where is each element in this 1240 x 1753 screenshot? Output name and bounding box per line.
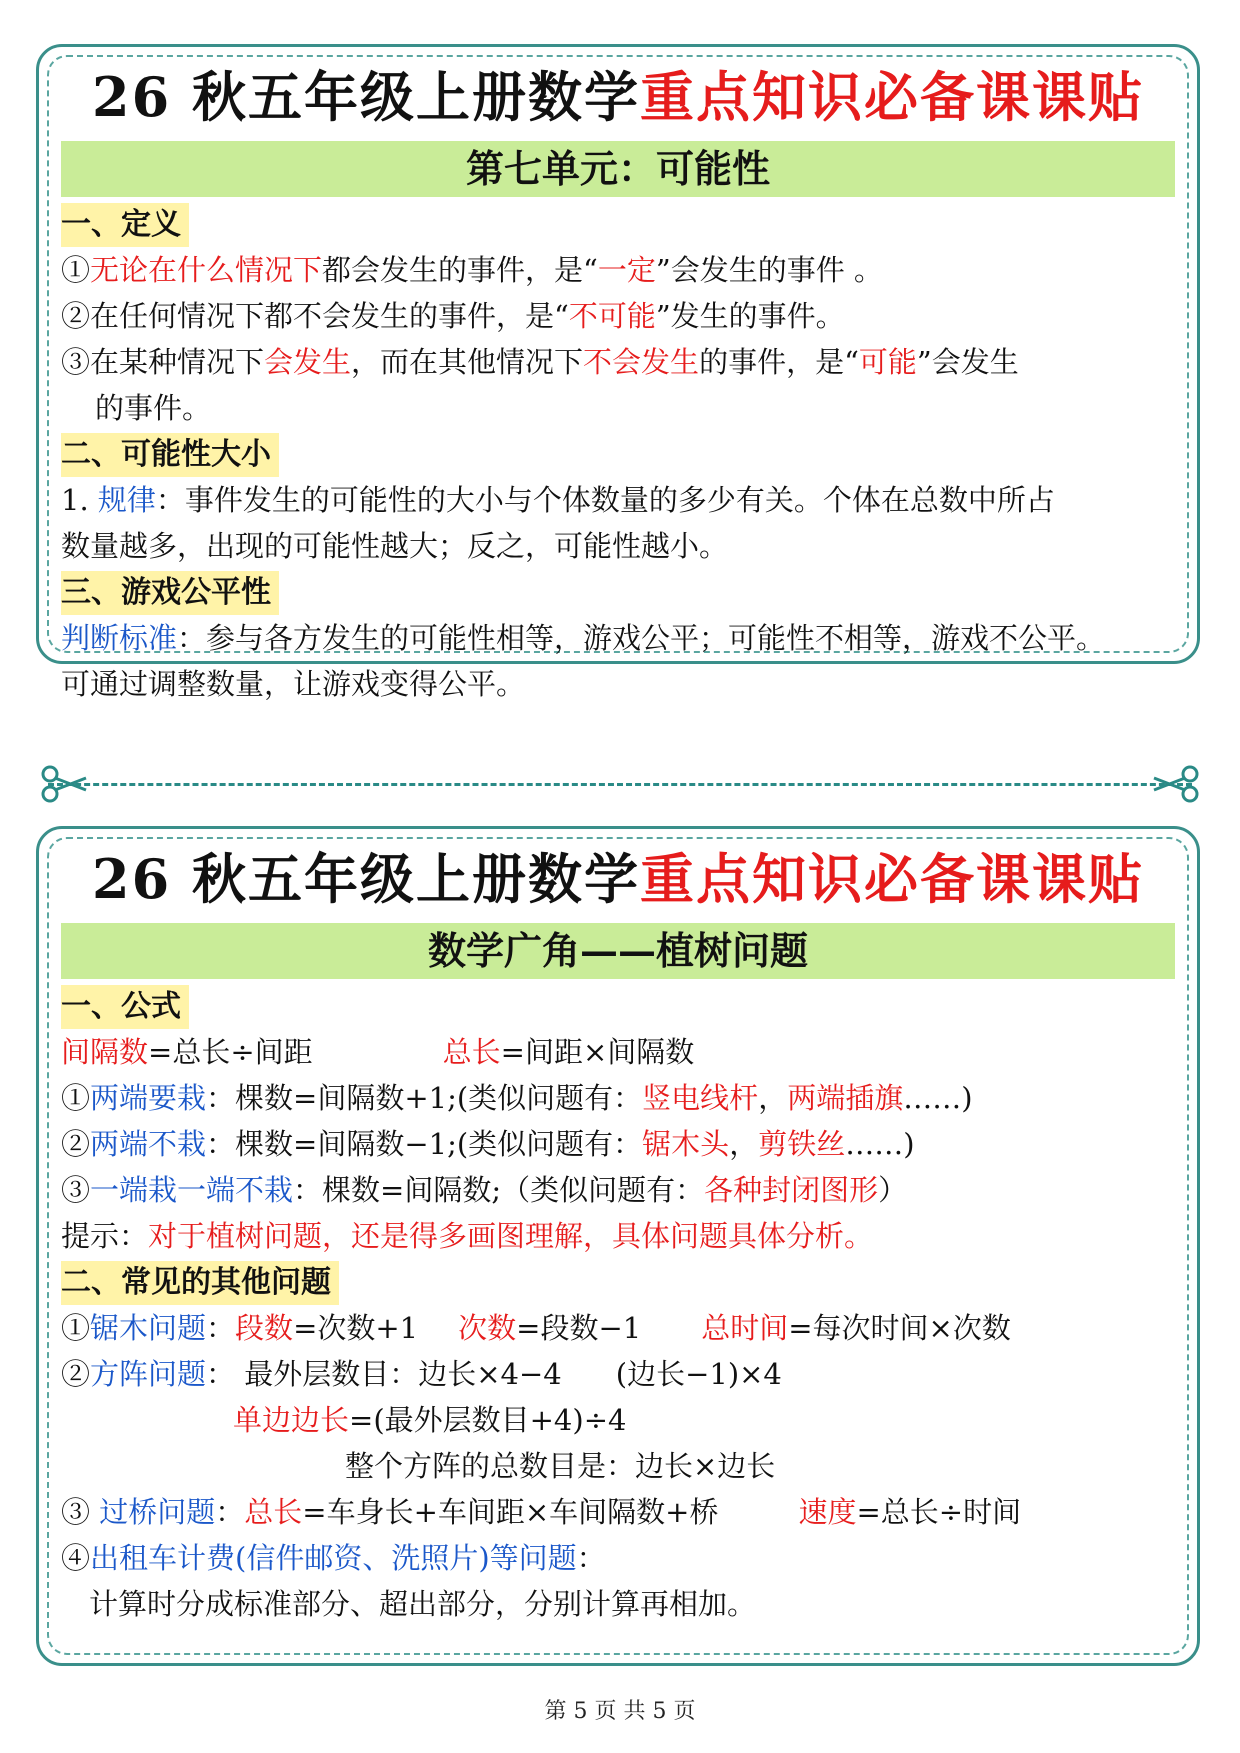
card-title [61, 57, 1175, 137]
title-red: 重点知识必备课课贴 [639, 847, 1144, 911]
other-line-4: 整个方阵的总数目是：边长×边长 [345, 1449, 776, 1483]
unit-band: 第七单元：可能性 [61, 141, 1175, 197]
fairness-line-cont: 可通过调整数量，让游戏变得公平。 [61, 667, 526, 701]
scissors-icon [1150, 764, 1200, 804]
card-content [61, 839, 1175, 1627]
rule-line-cont: 数量越多，出现的可能性越大；反之，可能性越小。 [61, 529, 729, 563]
unit-band: 数学广角——植树问题 [61, 923, 1175, 979]
rule-line: 1. 规律：事件发生的可能性的大小与个体数量的多少有关。个体在总数中所占 [61, 483, 1055, 517]
definition-line-2: ②在任何情况下都不会发生的事件，是“不可能”发生的事件。 [61, 299, 845, 333]
page-footer: 第 5 页 共 5 页 [544, 1699, 696, 1724]
card-content [61, 57, 1175, 707]
formula-line-1: 间隔数=总长÷间距 总长=间距×间隔数 [61, 1035, 695, 1069]
card-title [61, 839, 1175, 919]
formula-line-3: ②两端不栽：棵数=间隔数−1;(类似问题有：锯木头，剪铁丝……) [61, 1127, 915, 1161]
formula-line-4: ③一端栽一端不栽：棵数=间隔数;（类似问题有：各种封闭图形） [61, 1173, 908, 1207]
title-red: 重点知识必备课课贴 [639, 65, 1144, 129]
section-heading: 一、公式 [61, 985, 189, 1029]
fairness-line: 判断标准：参与各方发生的可能性相等，游戏公平；可能性不相等，游戏不公平。 [61, 621, 1106, 655]
section-heading: 一、定义 [61, 203, 189, 247]
other-line-5: ③ 过桥问题：总长=车身长+车间距×车间隔数+桥 速度=总长÷时间 [61, 1495, 1022, 1529]
other-line-7: 计算时分成标准部分、超出部分，分别计算再相加。 [89, 1587, 757, 1621]
tip-line: 提示：对于植树问题，还是得多画图理解，具体问题具体分析。 [61, 1219, 874, 1253]
other-line-6: ④出租车计费(信件邮资、洗照片)等问题： [61, 1541, 606, 1575]
section-heading: 二、可能性大小 [61, 433, 279, 477]
definition-line-1: ①无论在什么情况下都会发生的事件，是“一定”会发生的事件 。 [61, 253, 883, 287]
other-line-2: ②方阵问题： 最外层数目：边长×4−4 (边长−1)×4 [61, 1357, 782, 1391]
title-black: 26 秋五年级上册数学 [92, 847, 640, 911]
section-heading: 三、游戏公平性 [61, 571, 279, 615]
cut-line [48, 783, 1192, 786]
formula-line-2: ①两端要栽：棵数=间隔数+1;(类似问题有：竖电线杆，两端插旗……) [61, 1081, 973, 1115]
card-possibility [36, 44, 1200, 701]
title-black: 26 秋五年级上册数学 [92, 65, 640, 129]
section-heading: 二、常见的其他问题 [61, 1261, 339, 1305]
other-line-1: ①锯木问题：段数=次数+1 次数=段数−1 总时间=每次时间×次数 [61, 1311, 1011, 1345]
definition-line-3-cont: 的事件。 [95, 391, 212, 425]
definition-line-3: ③在某种情况下会发生，而在其他情况下不会发生的事件，是“可能”会发生 [61, 345, 1019, 379]
card-tree-planting [36, 826, 1200, 1666]
other-line-3: 单边边长=(最外层数目+4)÷4 [233, 1403, 627, 1437]
